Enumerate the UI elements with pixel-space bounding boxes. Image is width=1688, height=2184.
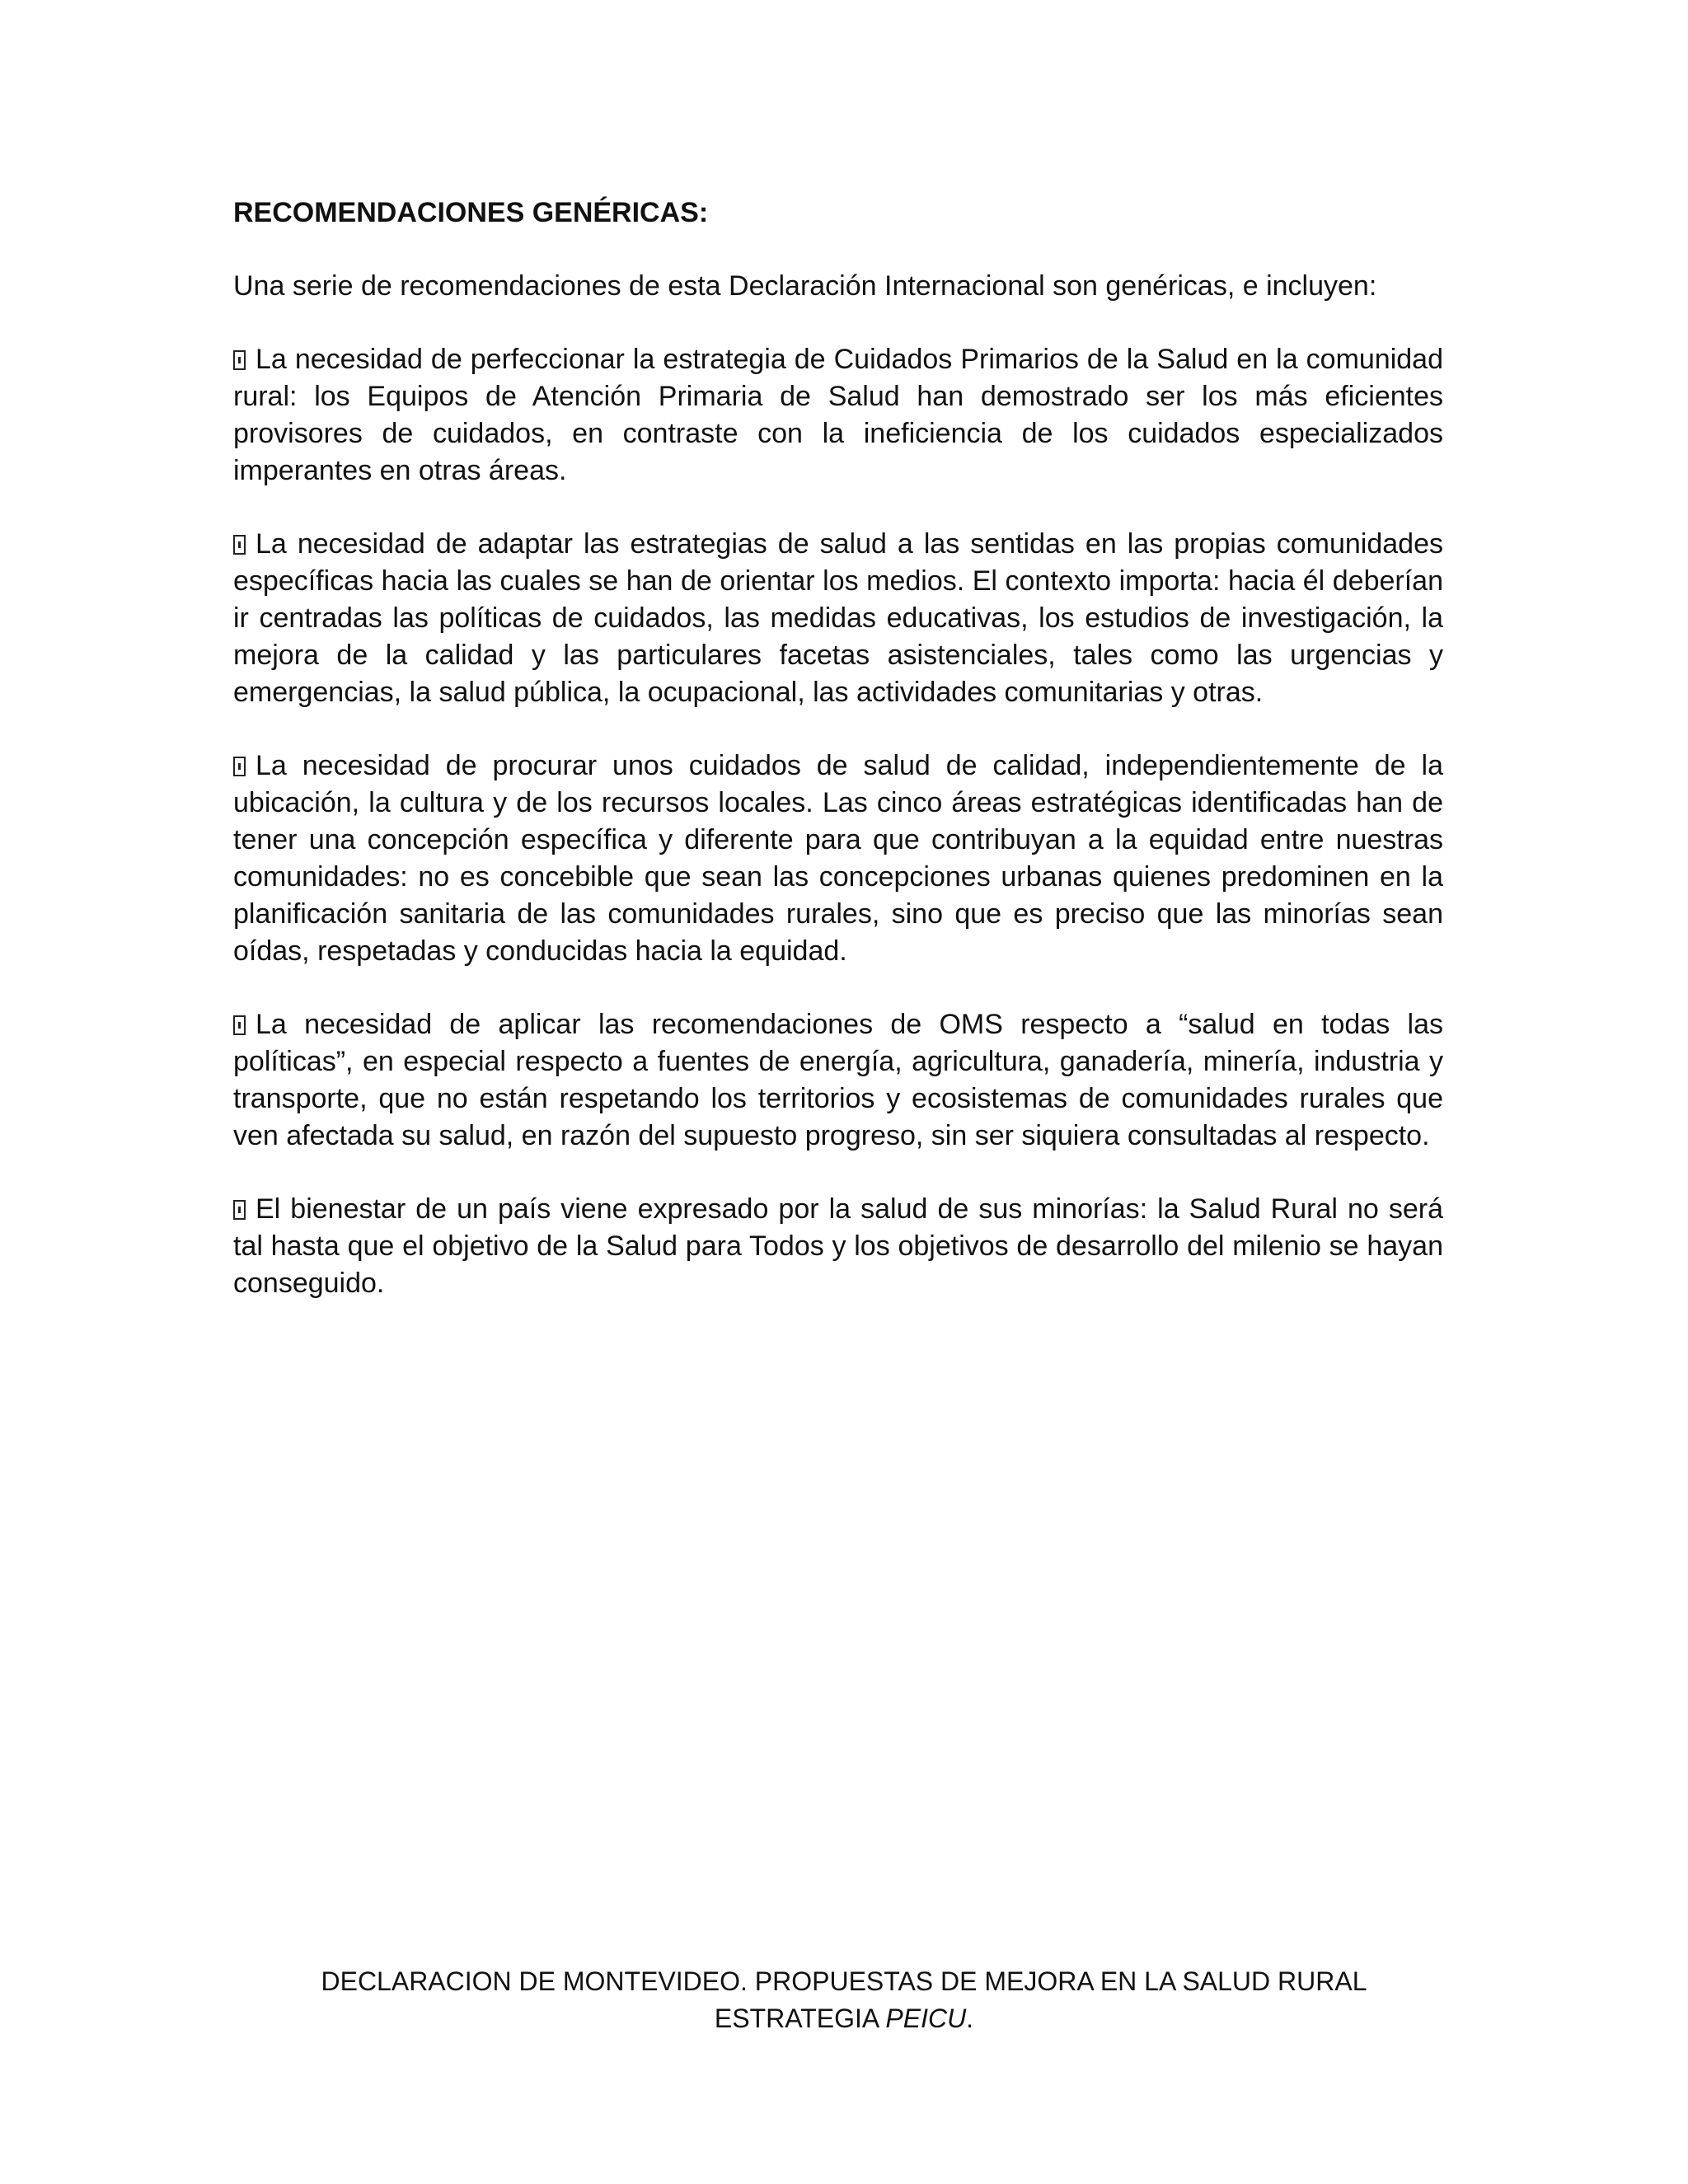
recommendation-item [233, 1006, 1443, 1155]
recommendation-item [233, 341, 1443, 490]
footer-line-2 [0, 2000, 1688, 2037]
recommendation-item [233, 526, 1443, 711]
footer-prefix: ESTRATEGIA [714, 2004, 886, 2033]
footer-suffix: . [966, 2004, 974, 2033]
footer-line-1: DECLARACION DE MONTEVIDEO. PROPUESTAS DE MEJORA EN LA SALUD RURAL [321, 1966, 1367, 1996]
footer-italic: PEICU [885, 2004, 967, 2033]
recommendation-text: La necesidad de aplicar las recomendaciones de OMS respecto a “salud en todas las políticas”, en especial respecto a fuentes de energía, agricultura, ganadería, minería, industria y transporte, que no están respetando los territorios y ecosistemas de comunidades rurales que ven afectada su salud, en razón del supuesto progreso, sin ser siquiera consultadas al respecto. [233, 1009, 1443, 1151]
document-body [233, 194, 1443, 1338]
bullet-box-icon [233, 1200, 246, 1220]
recommendation-text: La necesidad de procurar unos cuidados de salud de calidad, independientemente de la ubicación, la cultura y de los recursos locales. Las cinco áreas estratégicas identificadas han de tener una concepción específica y diferente para que contribuyan a la equidad entre nuestras comunidades: no es concebible que sean las concepciones urbanas quienes predominen en la planificación sanitaria de las comunidades rurales, sino que es preciso que las minorías sean oídas, respetadas y conducidas hacia la equidad. [233, 750, 1443, 967]
page-footer [0, 1963, 1688, 2037]
intro-paragraph: Una serie de recomendaciones de esta Declaración Internacional son genéricas, e incluyen: [233, 270, 1377, 302]
recommendation-text: El bienestar de un país viene expresado por la salud de sus minorías: la Salud Rural no será tal hasta que el objetivo de la Salud para Todos y los objetivos de desarrollo del milenio se hayan conseguido. [233, 1193, 1443, 1299]
bullet-box-icon [233, 350, 246, 370]
recommendation-text: La necesidad de adaptar las estrategias de salud a las sentidas en las propias comunidades específicas hacia las cuales se han de orientar los medios. El contexto importa: hacia él deberían ir centradas las políticas de cuidados, las medidas educativas, los estudios de investigación, la mejora de la calidad y las particulares facetas asistenciales, tales como las urgencias y emergencias, la salud pública, la ocupacional, las actividades comunitarias y otras. [233, 528, 1443, 708]
section-heading: RECOMENDACIONES GENÉRICAS: [233, 197, 709, 228]
recommendation-item [233, 748, 1443, 970]
recommendation-item [233, 1191, 1443, 1302]
bullet-box-icon [233, 757, 246, 776]
recommendation-text: La necesidad de perfeccionar la estrategia de Cuidados Primarios de la Salud en la comunidad rural: los Equipos de Atención Primaria de Salud han demostrado ser los más eficientes provisores de cuidados, en contraste con la ineficiencia de los cuidados especializados imperantes en otras áreas. [233, 344, 1443, 486]
bullet-box-icon [233, 535, 246, 555]
bullet-box-icon [233, 1015, 246, 1035]
